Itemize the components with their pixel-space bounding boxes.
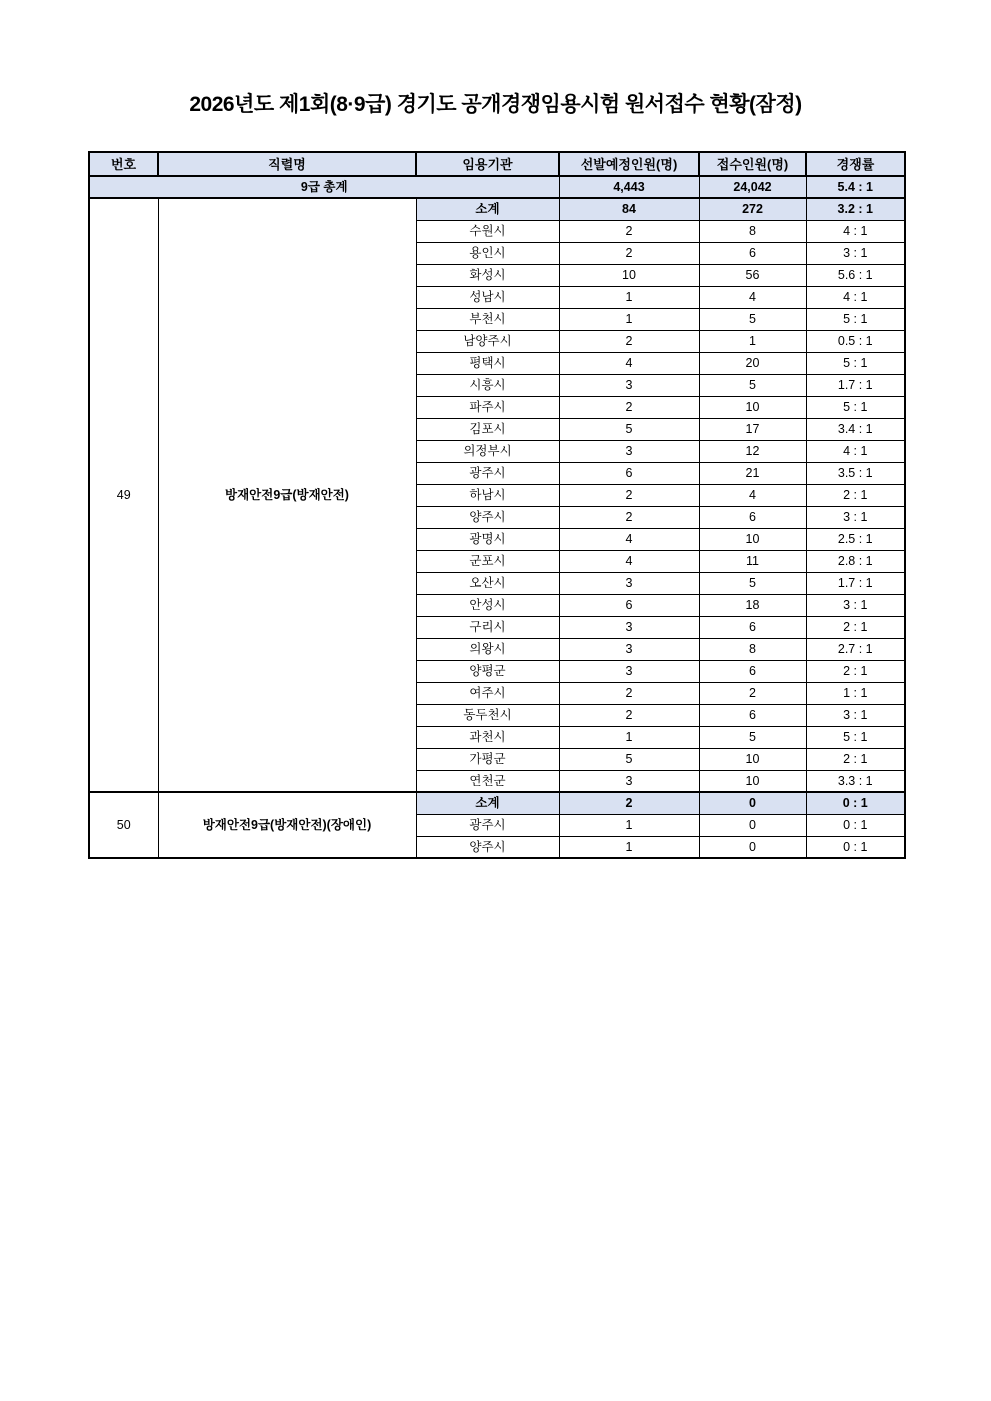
applicants-cell: 8	[699, 638, 806, 660]
header-series-name: 직렬명	[158, 152, 416, 176]
subtotal-row	[89, 792, 905, 814]
ratio-cell: 3.5 : 1	[806, 462, 905, 484]
ratio-cell: 5.6 : 1	[806, 264, 905, 286]
table-body	[89, 198, 905, 858]
applicants-cell: 5	[699, 374, 806, 396]
agency-cell: 평택시	[416, 352, 559, 374]
agency-cell: 화성시	[416, 264, 559, 286]
agency-cell: 파주시	[416, 396, 559, 418]
agency-cell: 의왕시	[416, 638, 559, 660]
agency-cell: 동두천시	[416, 704, 559, 726]
applicants-cell: 18	[699, 594, 806, 616]
agency-cell: 광주시	[416, 462, 559, 484]
planned-cell: 1	[559, 836, 699, 858]
planned-cell: 1	[559, 308, 699, 330]
applicants-cell: 21	[699, 462, 806, 484]
ratio-cell: 3 : 1	[806, 506, 905, 528]
planned-cell: 2	[559, 220, 699, 242]
ratio-cell: 3 : 1	[806, 594, 905, 616]
planned-cell: 1	[559, 286, 699, 308]
group-series-cell: 방재안전9급(방재안전)	[158, 198, 416, 792]
agency-cell: 수원시	[416, 220, 559, 242]
applicants-cell: 12	[699, 440, 806, 462]
ratio-cell: 4 : 1	[806, 440, 905, 462]
ratio-cell: 2 : 1	[806, 660, 905, 682]
applicants-cell: 5	[699, 726, 806, 748]
planned-cell: 10	[559, 264, 699, 286]
agency-cell: 양주시	[416, 506, 559, 528]
applicants-cell: 10	[699, 528, 806, 550]
header-competition-ratio: 경쟁률	[806, 152, 905, 176]
planned-cell: 5	[559, 418, 699, 440]
agency-cell: 양주시	[416, 836, 559, 858]
grand-total-ratio: 5.4 : 1	[806, 176, 905, 198]
planned-cell: 3	[559, 440, 699, 462]
ratio-cell: 2.7 : 1	[806, 638, 905, 660]
ratio-cell: 1.7 : 1	[806, 572, 905, 594]
agency-cell: 안성시	[416, 594, 559, 616]
applicants-cell: 56	[699, 264, 806, 286]
applicants-cell: 10	[699, 396, 806, 418]
agency-cell: 연천군	[416, 770, 559, 792]
planned-cell: 1	[559, 726, 699, 748]
planned-cell: 2	[559, 506, 699, 528]
agency-cell: 의정부시	[416, 440, 559, 462]
applicants-cell: 1	[699, 330, 806, 352]
header-row	[89, 152, 905, 176]
planned-cell: 2	[559, 242, 699, 264]
subtotal-applicants-cell: 0	[699, 792, 806, 814]
ratio-cell: 2 : 1	[806, 616, 905, 638]
group-number-cell: 50	[89, 792, 158, 858]
agency-cell: 부천시	[416, 308, 559, 330]
agency-cell: 군포시	[416, 550, 559, 572]
applicants-cell: 11	[699, 550, 806, 572]
subtotal-planned-cell: 2	[559, 792, 699, 814]
ratio-cell: 1 : 1	[806, 682, 905, 704]
subtotal-ratio-cell: 0 : 1	[806, 792, 905, 814]
ratio-cell: 2.5 : 1	[806, 528, 905, 550]
header-applicant-count: 접수인원(명)	[699, 152, 806, 176]
group-series-cell: 방재안전9급(방재안전)(장애인)	[158, 792, 416, 858]
ratio-cell: 2 : 1	[806, 748, 905, 770]
agency-cell: 시흥시	[416, 374, 559, 396]
planned-cell: 3	[559, 770, 699, 792]
planned-cell: 4	[559, 528, 699, 550]
planned-cell: 2	[559, 330, 699, 352]
application-status-table	[88, 151, 906, 859]
agency-cell: 성남시	[416, 286, 559, 308]
ratio-cell: 5 : 1	[806, 308, 905, 330]
ratio-cell: 0 : 1	[806, 814, 905, 836]
ratio-cell: 5 : 1	[806, 396, 905, 418]
grand-total-label: 9급 총계	[89, 176, 559, 198]
applicants-cell: 20	[699, 352, 806, 374]
header-agency: 임용기관	[416, 152, 559, 176]
applicants-cell: 6	[699, 704, 806, 726]
applicants-cell: 6	[699, 616, 806, 638]
grand-total-applicants: 24,042	[699, 176, 806, 198]
planned-cell: 2	[559, 682, 699, 704]
planned-cell: 3	[559, 660, 699, 682]
agency-cell: 가평군	[416, 748, 559, 770]
applicants-cell: 6	[699, 506, 806, 528]
planned-cell: 1	[559, 814, 699, 836]
agency-cell: 양평군	[416, 660, 559, 682]
ratio-cell: 1.7 : 1	[806, 374, 905, 396]
planned-cell: 3	[559, 616, 699, 638]
ratio-cell: 0.5 : 1	[806, 330, 905, 352]
agency-cell: 오산시	[416, 572, 559, 594]
ratio-cell: 2.8 : 1	[806, 550, 905, 572]
agency-cell: 여주시	[416, 682, 559, 704]
ratio-cell: 3.3 : 1	[806, 770, 905, 792]
ratio-cell: 3 : 1	[806, 242, 905, 264]
ratio-cell: 5 : 1	[806, 352, 905, 374]
subtotal-row	[89, 198, 905, 220]
applicants-cell: 5	[699, 572, 806, 594]
planned-cell: 2	[559, 484, 699, 506]
ratio-cell: 5 : 1	[806, 726, 905, 748]
agency-cell: 하남시	[416, 484, 559, 506]
planned-cell: 6	[559, 462, 699, 484]
applicants-cell: 5	[699, 308, 806, 330]
planned-cell: 6	[559, 594, 699, 616]
agency-cell: 용인시	[416, 242, 559, 264]
header-number: 번호	[89, 152, 158, 176]
subtotal-planned-cell: 84	[559, 198, 699, 220]
applicants-cell: 10	[699, 748, 806, 770]
header-planned-count: 선발예정인원(명)	[559, 152, 699, 176]
agency-cell: 과천시	[416, 726, 559, 748]
ratio-cell: 3 : 1	[806, 704, 905, 726]
group-number-cell: 49	[89, 198, 158, 792]
subtotal-applicants-cell: 272	[699, 198, 806, 220]
applicants-cell: 10	[699, 770, 806, 792]
subtotal-agency-cell: 소계	[416, 198, 559, 220]
agency-cell: 남양주시	[416, 330, 559, 352]
grand-total-row	[89, 176, 905, 198]
ratio-cell: 4 : 1	[806, 220, 905, 242]
planned-cell: 2	[559, 704, 699, 726]
planned-cell: 5	[559, 748, 699, 770]
applicants-cell: 4	[699, 484, 806, 506]
applicants-cell: 6	[699, 660, 806, 682]
agency-cell: 김포시	[416, 418, 559, 440]
subtotal-agency-cell: 소계	[416, 792, 559, 814]
agency-cell: 광명시	[416, 528, 559, 550]
agency-cell: 구리시	[416, 616, 559, 638]
applicants-cell: 8	[699, 220, 806, 242]
applicants-cell: 0	[699, 814, 806, 836]
table-header	[89, 152, 905, 176]
grand-total-planned: 4,443	[559, 176, 699, 198]
ratio-cell: 0 : 1	[806, 836, 905, 858]
planned-cell: 4	[559, 550, 699, 572]
agency-cell: 광주시	[416, 814, 559, 836]
page-title: 2026년도 제1회(8·9급) 경기도 공개경쟁임용시험 원서접수 현황(잠정)	[189, 93, 802, 116]
planned-cell: 3	[559, 638, 699, 660]
applicants-cell: 4	[699, 286, 806, 308]
planned-cell: 3	[559, 572, 699, 594]
subtotal-ratio-cell: 3.2 : 1	[806, 198, 905, 220]
ratio-cell: 4 : 1	[806, 286, 905, 308]
planned-cell: 3	[559, 374, 699, 396]
planned-cell: 2	[559, 396, 699, 418]
applicants-cell: 0	[699, 836, 806, 858]
applicants-cell: 17	[699, 418, 806, 440]
ratio-cell: 3.4 : 1	[806, 418, 905, 440]
ratio-cell: 2 : 1	[806, 484, 905, 506]
applicants-cell: 6	[699, 242, 806, 264]
planned-cell: 4	[559, 352, 699, 374]
applicants-cell: 2	[699, 682, 806, 704]
